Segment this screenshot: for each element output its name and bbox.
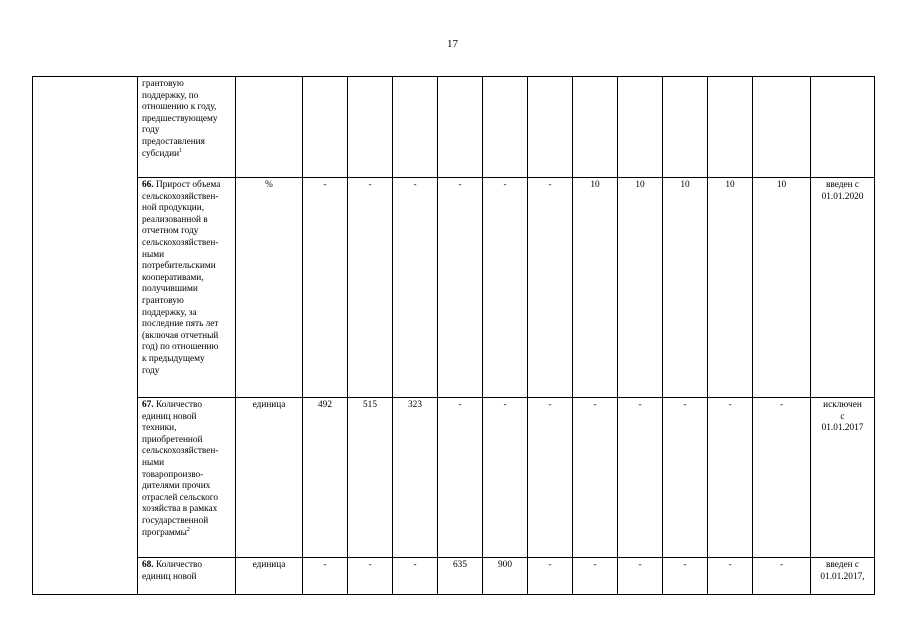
unit-cell: единица [236,398,303,558]
value-cell [528,77,573,178]
indicator-name: Количество единиц новой [142,560,203,582]
note-cell: введен с 01.01.2017, [811,558,875,595]
footnote-mark: 1 [179,147,183,154]
value-cell [663,77,708,178]
value-cell: - [618,558,663,595]
value-cell: - [393,558,438,595]
indicator-name: Количество единиц новой техники, приобретенной сельскохозяйствен- ными товаропроизво- дителями прочих отраслей сельского хозяйства в рамках государственной программы [142,400,219,538]
value-cell: - [303,558,348,595]
value-cell [393,77,438,178]
value-cell [618,77,663,178]
table-row [33,558,875,595]
note-cell: исключен с 01.01.2017 [811,398,875,558]
value-cell [708,77,753,178]
value-cell: 10 [663,178,708,398]
value-cell: - [483,398,528,558]
indicator-name-cell [138,398,236,558]
value-cell [753,77,811,178]
value-cell: - [753,558,811,595]
value-cell: 323 [393,398,438,558]
value-cell: - [573,558,618,595]
value-cell: - [348,178,393,398]
indicators-table [32,76,875,595]
value-cell: - [348,558,393,595]
value-cell: - [438,398,483,558]
note-cell [811,77,875,178]
value-cell [438,77,483,178]
value-cell: - [528,558,573,595]
value-cell: 492 [303,398,348,558]
footnote-mark: 2 [186,526,190,533]
value-cell [348,77,393,178]
page-number: 17 [447,38,458,50]
unit-cell: % [236,178,303,398]
section-cell [33,77,138,595]
value-cell: 900 [483,558,528,595]
value-cell [573,77,618,178]
value-cell: - [753,398,811,558]
table-row [33,178,875,398]
value-cell: - [663,558,708,595]
value-cell: - [303,178,348,398]
value-cell [483,77,528,178]
value-cell: - [708,398,753,558]
value-cell: - [393,178,438,398]
unit-cell [236,77,303,178]
value-cell: - [528,178,573,398]
unit-cell: единица [236,558,303,595]
indicator-number: 68. [142,560,154,570]
value-cell: 10 [573,178,618,398]
value-cell: 10 [708,178,753,398]
value-cell: 10 [618,178,663,398]
indicator-name-cell [138,558,236,595]
value-cell: - [618,398,663,558]
indicator-name-cell [138,77,236,178]
note-cell: введен с 01.01.2020 [811,178,875,398]
value-cell: - [708,558,753,595]
indicator-number: 66. [142,180,154,190]
value-cell: - [438,178,483,398]
table-row [33,398,875,558]
value-cell: 515 [348,398,393,558]
indicator-name-cell [138,178,236,398]
value-cell: - [483,178,528,398]
value-cell [303,77,348,178]
indicator-name: Прирост объема сельскохозяйствен- ной продукции, реализованной в отчетном году сельскохозяйствен- ными потребительскими кооперативами, получившими грантовую поддержку, за последние пять лет (включая отчетный год) по отношению к предыдущему году [142,180,221,376]
value-cell: - [573,398,618,558]
value-cell: - [528,398,573,558]
indicator-name: грантовую поддержку, по отношению к году, предшествующему году предоставления субсидии [142,79,218,159]
value-cell: 10 [753,178,811,398]
value-cell: - [663,398,708,558]
table-row [33,77,875,178]
indicator-number: 67. [142,400,154,410]
value-cell: 635 [438,558,483,595]
